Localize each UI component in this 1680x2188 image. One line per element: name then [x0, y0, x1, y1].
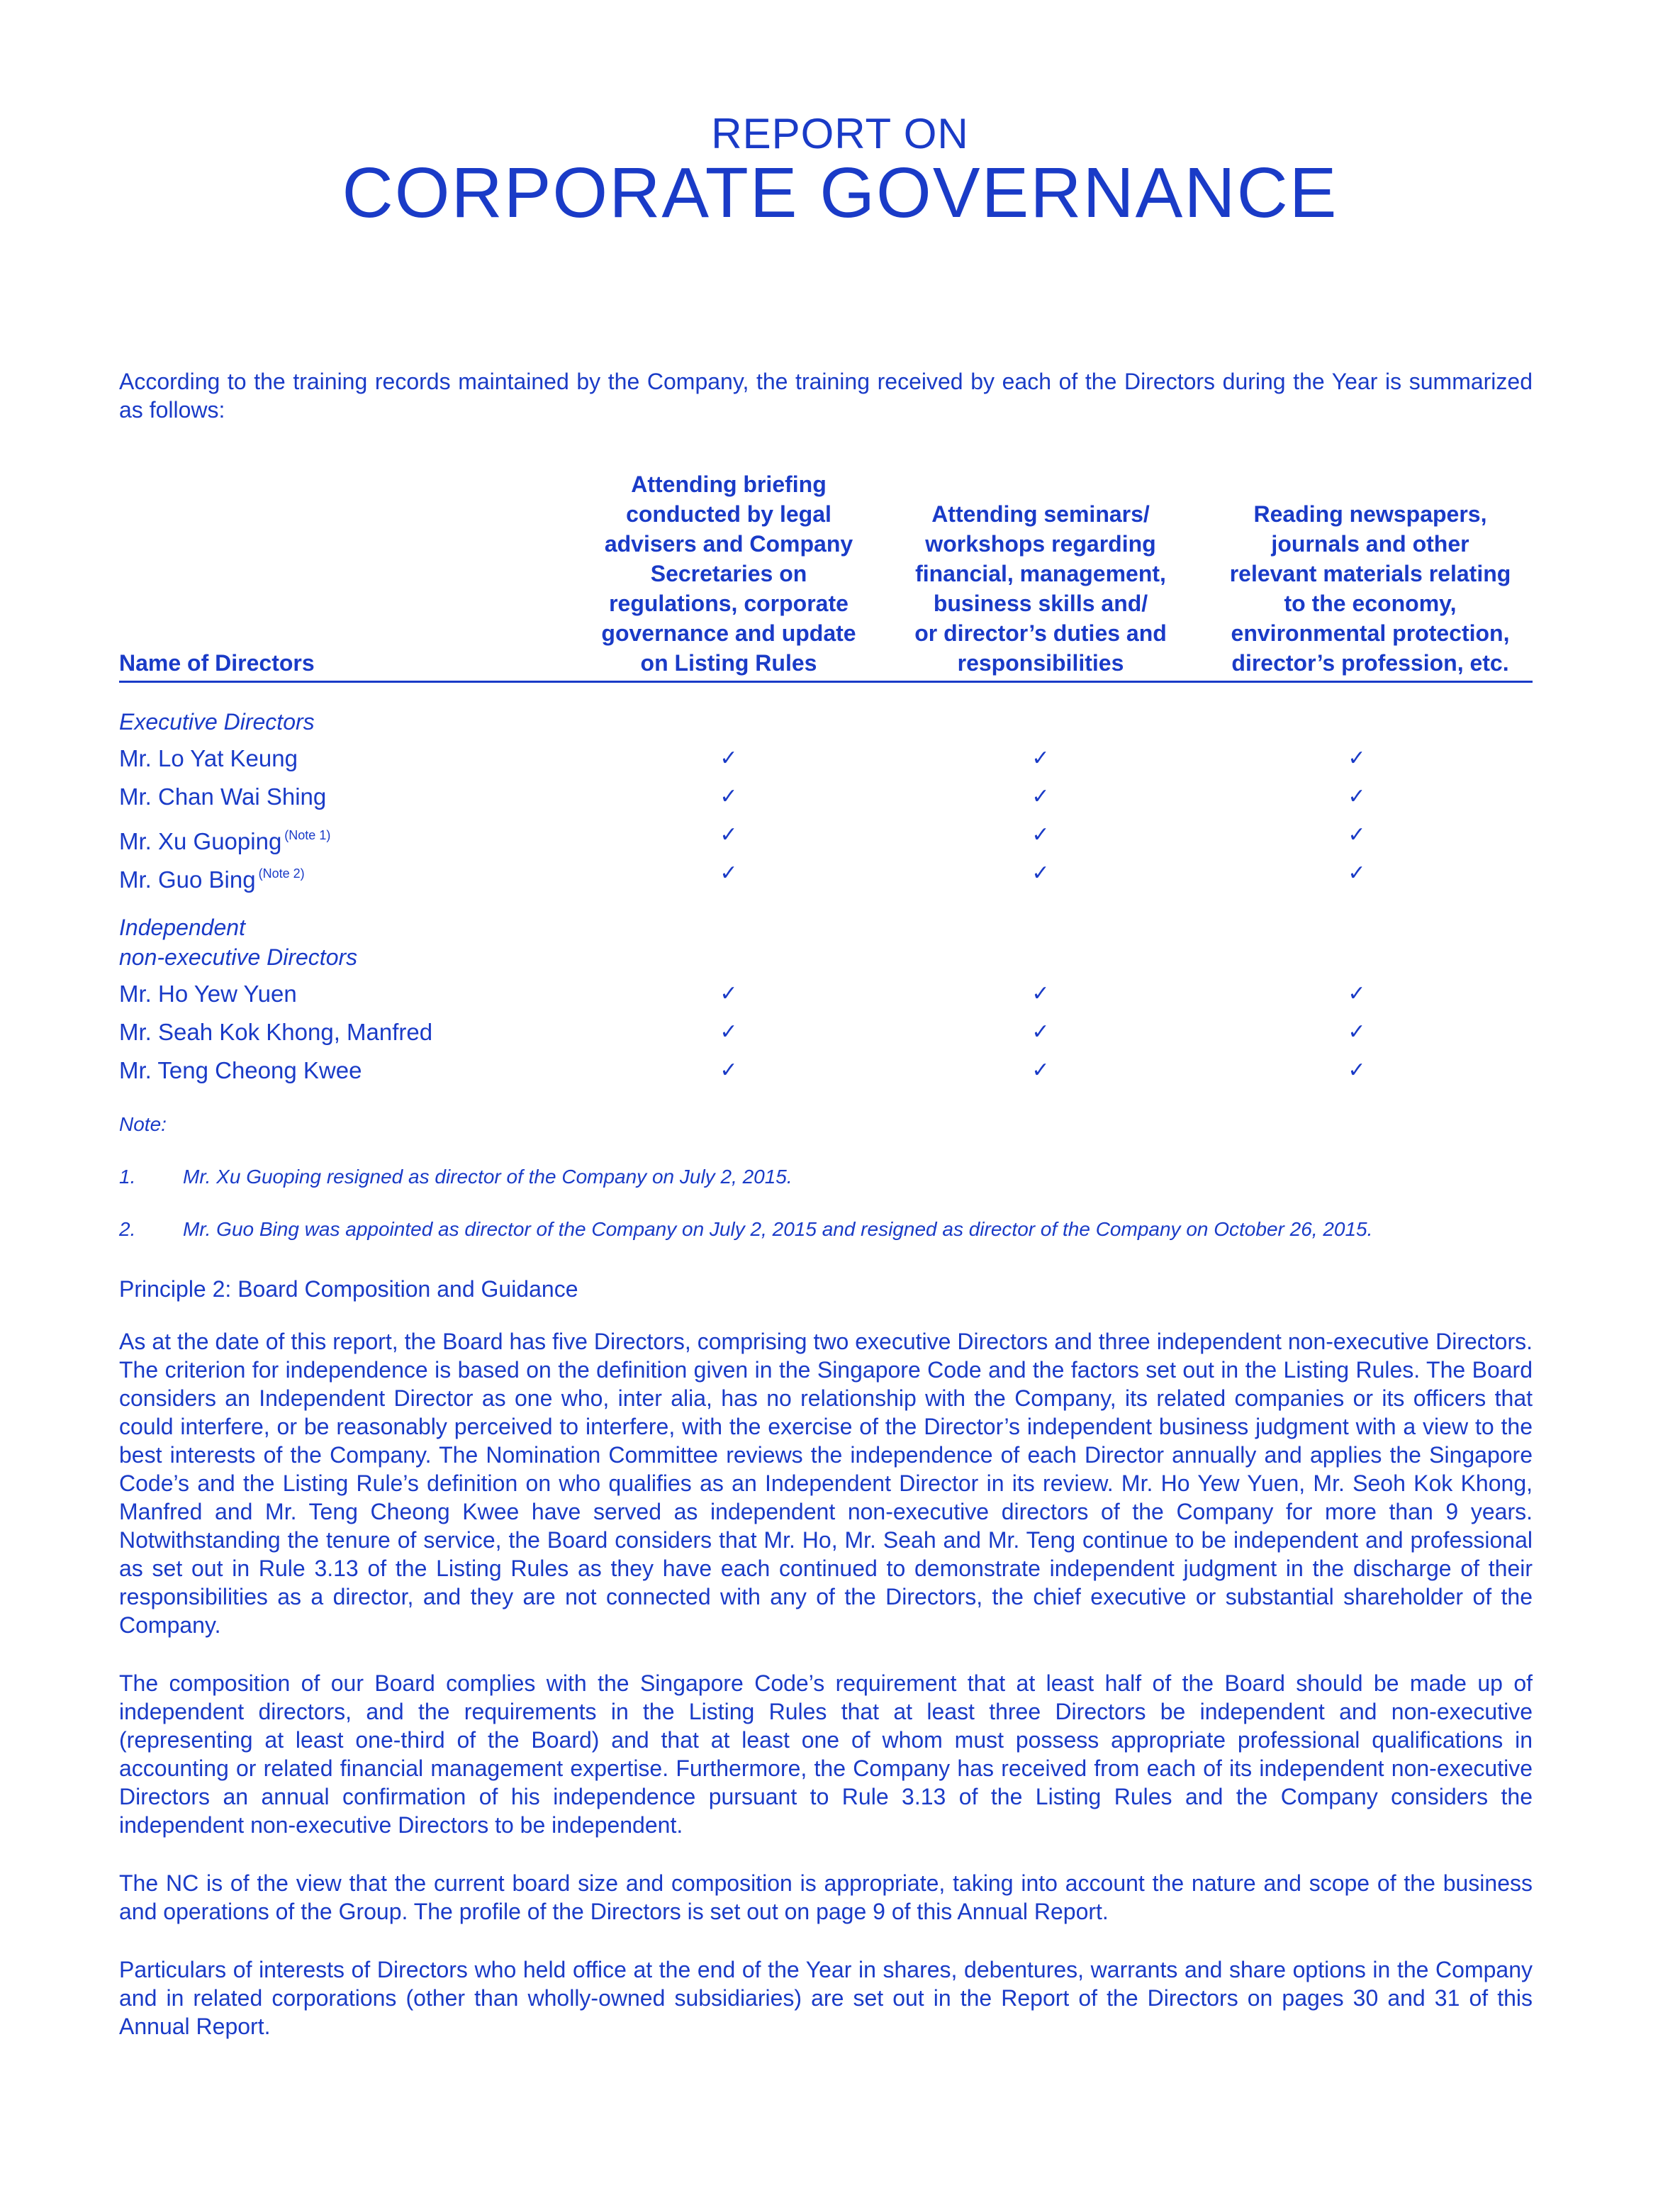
note-number: 1.	[119, 1166, 136, 1188]
note-item	[119, 1217, 1533, 1242]
header-briefing: Attending briefing conducted by legal advisers and Company Secretaries on regulations, corporate governance and update on Listing Rules	[601, 471, 856, 676]
principle-heading: Principle 2: Board Composition and Guidance	[119, 1276, 578, 1302]
check-icon: ✓	[1348, 747, 1366, 770]
intro-paragraph: According to the training records maintained by the Company, the training received by each of the Directors during the Year is summarized as follows:	[119, 369, 1533, 423]
check-icon: ✓	[1031, 823, 1050, 847]
note-number: 2.	[119, 1218, 136, 1240]
check-icon: ✓	[1348, 823, 1366, 847]
director-name: Mr. Chan Wai Shing	[119, 783, 327, 810]
table-row	[119, 739, 1533, 778]
report-title: CORPORATE GOVERNANCE	[342, 153, 1338, 233]
table-row	[119, 854, 1533, 893]
note-ref: (Note 1)	[284, 828, 331, 842]
group-ined-line1: Independent	[119, 915, 245, 940]
table-row	[119, 975, 1533, 1013]
header-name-of-directors: Name of Directors	[119, 650, 315, 676]
body-text	[119, 1275, 1533, 2070]
check-icon: ✓	[1031, 861, 1050, 885]
report-subtitle: REPORT ON	[711, 110, 969, 157]
paragraph: As at the date of this report, the Board has five Directors, comprising two executive Directors and three independent non-executive Directors. The criterion for independence is based on the definition given in the Singapore Code and the factors set out in the Listing Rules. The Board considers an Independent Director as one who, inter alia, has no relationship with the Company, its related companies or its officers that could interfere, or be reasonably perceived to interfere, with the exercise of the Director’s independent business judgment with a view to the best interests of the Company. The Nomination Committee reviews the independence of each Director annually and applies the Singapore Code’s and the Listing Rule’s definition on who qualifies as an Independent Director in its review. Mr. Ho Yew Yuen, Mr. Seoh Kok Khong, Manfred and Mr. Teng Cheong Kwee have served as independent non-executive directors of the Company for more than 9 years. Notwithstanding the tenure of service, the Board considers that Mr. Ho, Mr. Seah and Mr. Teng continue to be independent and professional as set out in Rule 3.13 of the Listing Rules as they have each continued to demonstrate independent judgment in the discharge of their responsibilities as a director, and they are not connected with any of the Directors, the chief executive or substantial shareholder of the Company.	[119, 1329, 1533, 1638]
table-row	[119, 816, 1533, 854]
check-icon: ✓	[1348, 1020, 1366, 1044]
note-text: Mr. Guo Bing was appointed as director of the Company on July 2, 2015 and resigned as director of the Company on October 26, 2015.	[183, 1218, 1373, 1240]
header-reading: Reading newspapers, journals and other relevant materials relating to the economy, environmental protection, director’s profession, etc.	[1229, 501, 1511, 676]
director-name: Mr. Teng Cheong Kwee	[119, 1057, 362, 1083]
check-icon: ✓	[719, 785, 738, 808]
check-icon: ✓	[719, 1059, 738, 1082]
table-header	[119, 468, 1533, 683]
check-icon: ✓	[1348, 861, 1366, 885]
group-executive-directors: Executive Directors	[119, 709, 315, 735]
paragraph: Particulars of interests of Directors who held office at the end of the Year in shares, debentures, warrants and share options in the Company and in related corporations (other than wholly-owned subsidiaries) are set out in the Report of the Directors on pages 30 and 31 of this Annual Report.	[119, 1957, 1533, 2039]
check-icon: ✓	[1031, 1020, 1050, 1044]
director-name: Mr. Xu Guoping $^{(Note 1)}$	[119, 828, 331, 854]
notes-label: Note:	[119, 1113, 167, 1135]
note-text: Mr. Xu Guoping resigned as director of the Company on July 2, 2015.	[183, 1166, 793, 1188]
training-table	[119, 468, 1533, 1090]
table-row	[119, 1013, 1533, 1051]
table-row	[119, 1051, 1533, 1090]
report-header	[0, 111, 1680, 231]
check-icon: ✓	[719, 747, 738, 770]
check-icon: ✓	[1031, 982, 1050, 1005]
note-item	[119, 1164, 1533, 1190]
director-name: Mr. Guo Bing $^{(Note 2)}$	[119, 866, 305, 893]
check-icon: ✓	[719, 1020, 738, 1044]
check-icon: ✓	[719, 982, 738, 1005]
check-icon: ✓	[1348, 982, 1366, 1005]
check-icon: ✓	[1031, 747, 1050, 770]
notes-section	[119, 1112, 1533, 1242]
check-icon: ✓	[1031, 1059, 1050, 1082]
note-ref: (Note 2)	[258, 866, 305, 881]
header-seminars: Attending seminars/ workshops regarding financial, management, business skills and/ or director’s duties and responsibilities	[914, 501, 1167, 676]
director-name: Mr. Lo Yat Keung	[119, 745, 298, 771]
director-name: Mr. Ho Yew Yuen	[119, 981, 297, 1007]
director-name: Mr. Seah Kok Khong, Manfred	[119, 1019, 433, 1045]
group-ined-line2: non-executive Directors	[119, 944, 358, 970]
table-row	[119, 778, 1533, 816]
check-icon: ✓	[1031, 785, 1050, 808]
check-icon: ✓	[719, 861, 738, 885]
paragraph: The composition of our Board complies with the Singapore Code’s requirement that at least half of the Board should be made up of independent directors, and the requirements in the Listing Rules that at least three Directors be independent and non-executive (representing at least one-third of the Board) and that at least one of whom must possess appropriate professional qualifications in accounting or related financial management expertise. Furthermore, the Company has received from each of its independent non-executive Directors an annual confirmation of his independence pursuant to Rule 3.13 of the Listing Rules and the Company considers the independent non-executive Directors to be independent.	[119, 1670, 1533, 1838]
paragraph: The NC is of the view that the current board size and composition is appropriate, taking into account the nature and scope of the business and operations of the Group. The profile of the Directors is set out on page 9 of this Annual Report.	[119, 1870, 1533, 1924]
check-icon: ✓	[1348, 785, 1366, 808]
check-icon: ✓	[719, 823, 738, 847]
check-icon: ✓	[1348, 1059, 1366, 1082]
